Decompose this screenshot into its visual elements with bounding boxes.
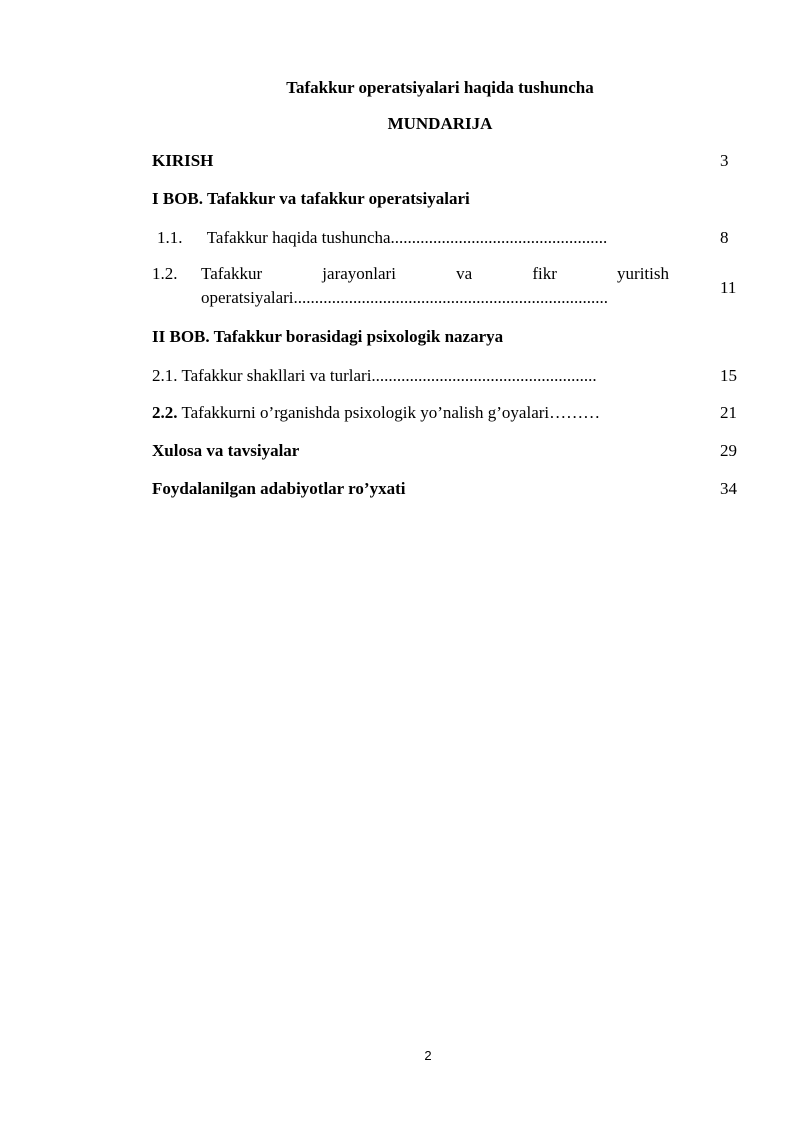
toc-item-2-2-label: Tafakkurni o’rganishda psixologik yo’nalish g’oyalari……… <box>177 403 601 422</box>
toc-item-1-1 <box>157 228 747 248</box>
toc-entry-intro-label: KIRISH <box>152 151 214 170</box>
toc-item-1-2-line1 <box>201 264 669 284</box>
toc-chapter-1-title: I BOB. Tafakkur va tafakkur operatsiyalari <box>152 189 470 208</box>
toc-item-1-2-page: 11 <box>720 278 737 297</box>
toc-item-1-2-word: va <box>456 264 473 283</box>
toc-entry-intro-page: 3 <box>720 151 729 170</box>
toc-item-2-2-page: 21 <box>720 403 737 422</box>
toc-item-2-1-page: 15 <box>720 366 737 385</box>
document-title: Tafakkur operatsiyalari haqida tushuncha <box>286 78 594 97</box>
toc-entry-conclusion-label: Xulosa va tavsiyalar <box>152 441 300 460</box>
toc-entry-conclusion-page: 29 <box>720 441 737 460</box>
toc-item-1-2-word: yuritish <box>617 264 669 283</box>
toc-item-1-1-page: 8 <box>720 228 729 247</box>
toc-item-1-2-word: Tafakkur <box>201 264 263 283</box>
toc-item-1-1-number: 1.1. <box>157 228 183 247</box>
toc-item-1-2-word: fikr <box>532 264 557 283</box>
toc-item-2-2 <box>152 403 742 423</box>
toc-heading: MUNDARIJA <box>387 114 493 133</box>
toc-item-2-1-label: 2.1. Tafakkur shakllari va turlari..................................................... <box>152 366 597 385</box>
toc-chapter-2-title: II BOB. Tafakkur borasidagi psixologik nazarya <box>152 327 504 346</box>
toc-item-2-2-number: 2.2. <box>152 403 178 422</box>
page-number: 2 <box>424 1048 432 1063</box>
toc-item-1-2-line2: operatsiyalari.......................................................................... <box>201 288 609 307</box>
toc-entry-references-page: 34 <box>720 479 737 498</box>
toc-entry-references-label: Foydalanilgan adabiyotlar ro’yxati <box>152 479 406 498</box>
toc-item-1-2-word: jarayonlari <box>322 264 396 283</box>
toc-item-1-1-label: Tafakkur haqida tushuncha................................................... <box>206 228 608 247</box>
toc-item-1-2-number: 1.2. <box>152 264 178 283</box>
